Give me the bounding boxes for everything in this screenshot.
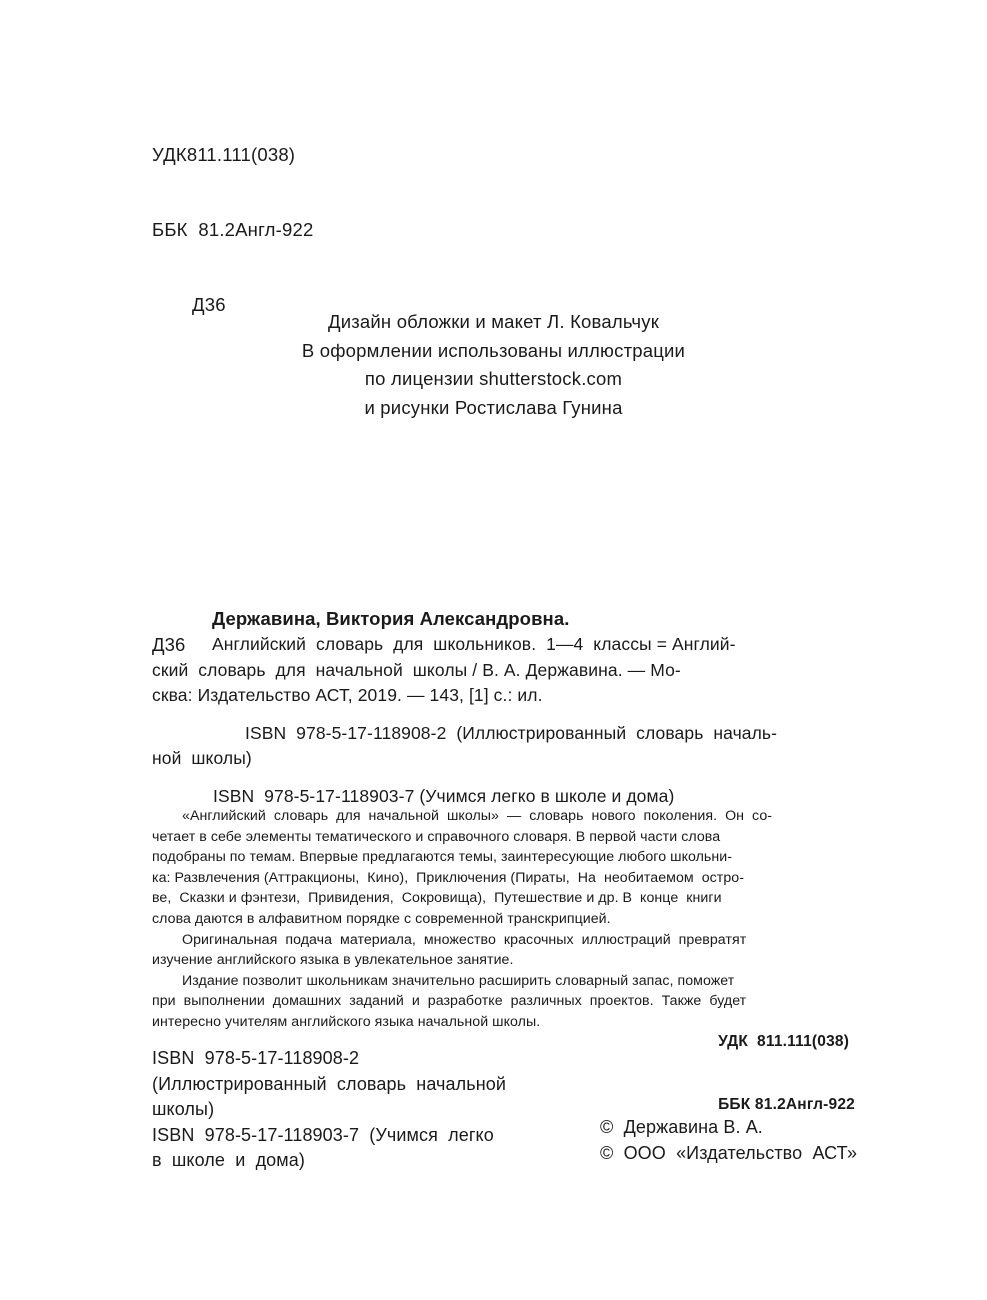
annotation-line: Издание позволит школьникам значительно расширить словарный запас, поможет [182,972,735,989]
record-isbn-line: ISBN 978-5-17-118908-2 (Иллюстрированный словарь началь- [245,722,778,743]
annotation-line: подобраны по темам. Впервые предлагаются темы, заинтересующие любого школьни- [152,849,733,866]
credits-block [0,308,987,422]
record-title-block [152,632,855,709]
isbn-bottom-line: в школе и дома) [152,1150,305,1170]
bbk-code-bottom: ББК 81.2Англ-922 [718,1096,855,1113]
isbn-bottom-line: школы) [152,1099,215,1119]
record-title-line: сква: Издательство АСТ, 2019. — 143, [1] с.: ил. [152,685,543,705]
record-author-mark: Д36 [152,634,186,655]
annotation-line: Оригинальная подача материала, множество красочных иллюстраций превратят [182,931,747,948]
annotation-line: изучение английского языка в увлекательное занятие. [152,952,514,969]
annotation-line: при выполнении домашних заданий и разработке различных проектов. Также будет [152,993,747,1010]
record-author-name: Державина, Виктория Александровна. [212,608,570,629]
credits-line-4: и рисунки Ростислава Гунина [364,396,623,418]
annotation-line: ве, Сказки и фэнтези, Привидения, Сокровища), Путешествие и др. В конце книги [152,890,722,907]
bibliographic-record [152,606,855,809]
udk-code-top: УДК811.111(038) [152,144,296,165]
copyright-line-author: © Державина В. А. [600,1117,763,1137]
bbk-code-top: ББК 81.2Англ-922 [152,219,314,240]
credits-line-1: Дизайн обложки и макет Л. Ковальчук [327,311,660,332]
annotation-line: «Английский словарь для начальной школы» — словарь нового поколения. Он со- [182,808,773,824]
isbn-bottom-line: ISBN 978-5-17-118908-2 [152,1048,360,1068]
isbn-bottom-line: ISBN 978-5-17-118903-7 (Учимся легко [152,1124,494,1145]
isbn-bottom-block [152,1046,572,1174]
annotation-line: слова даются в алфавитном порядке с современной транскрипцией. [152,910,611,927]
annotation-line: ка: Развлечения (Аттракционы, Кино), Приключения (Пираты, На необитаемом остро- [152,869,744,886]
annotation-paragraph-1 [152,806,855,930]
record-isbn-illustrated [152,721,855,772]
record-title-line: Английский словарь для школьников. 1—4 классы = Англий- [212,634,736,654]
annotation-line: интересно учителям английского языка начальной школы. [152,1013,541,1030]
credits-line-2: В оформлении использованы иллюстрации [301,339,686,361]
annotation-line: четает в себе элементы тематического и справочного словаря. В первой части слова [152,828,721,845]
author-mark-top: Д36 [192,294,226,315]
record-title-line: ский словарь для начальной школы / В. А. Державина. — Мо- [152,659,681,680]
credits-line-3: по лицензии shutterstock.com [364,368,623,389]
udk-code-bottom: УДК 811.111(038) [718,1033,850,1050]
record-isbn-line: ISBN 978-5-17-118903-7 (Учимся легко в школе и дома) [213,785,675,806]
isbn-bottom-line: (Иллюстрированный словарь начальной [152,1073,507,1094]
copyright-line-publisher: © ООО «Издательство АСТ» [600,1142,858,1163]
record-isbn-line: ной школы) [152,748,252,768]
annotation-paragraph-2 [152,930,855,971]
copyright-block [600,1115,857,1166]
